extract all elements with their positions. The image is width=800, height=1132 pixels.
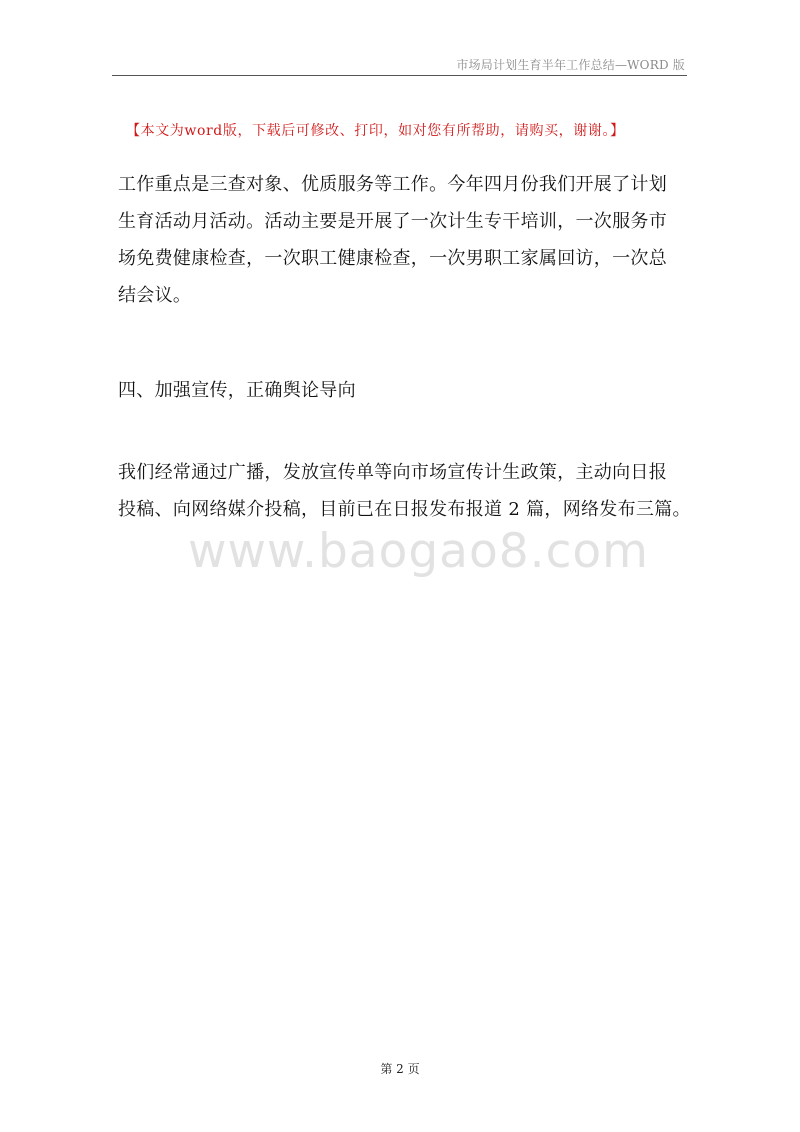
paragraph-work-focus <box>118 166 692 314</box>
header-title: 市场局计划生育半年工作总结—WORD 版 <box>456 58 685 72</box>
text-line: 生育活动月活动。活动主要是开展了一次计生专干培训，一次服务市 <box>118 211 667 232</box>
text-line: 投稿、向网络媒介投稿，目前已在日报发布报道 2 篇，网络发布三篇。 <box>118 499 691 520</box>
text-line: 场免费健康检查，一次职工健康检查，一次男职工家属回访，一次总 <box>118 248 667 269</box>
page-number: 第 2 页 <box>380 1062 420 1076</box>
text-line: 结会议。 <box>118 285 192 306</box>
header-rule <box>112 75 687 76</box>
paragraph-publicity <box>118 454 692 528</box>
section-heading-text: 四、加强宣传，正确舆论导向 <box>118 380 356 401</box>
section-heading <box>118 372 692 409</box>
watermark: www.baogao8.com <box>188 524 649 579</box>
page-header <box>112 56 687 76</box>
download-notice: 【本文为word版，下载后可修改、打印，如对您有所帮助，请购买，谢谢。】 <box>126 123 625 139</box>
text-line: 工作重点是三查对象、优质服务等工作。今年四月份我们开展了计划 <box>118 174 667 195</box>
text-line: 我们经常通过广播，发放宣传单等向市场宣传计生政策，主动向日报 <box>118 462 667 483</box>
